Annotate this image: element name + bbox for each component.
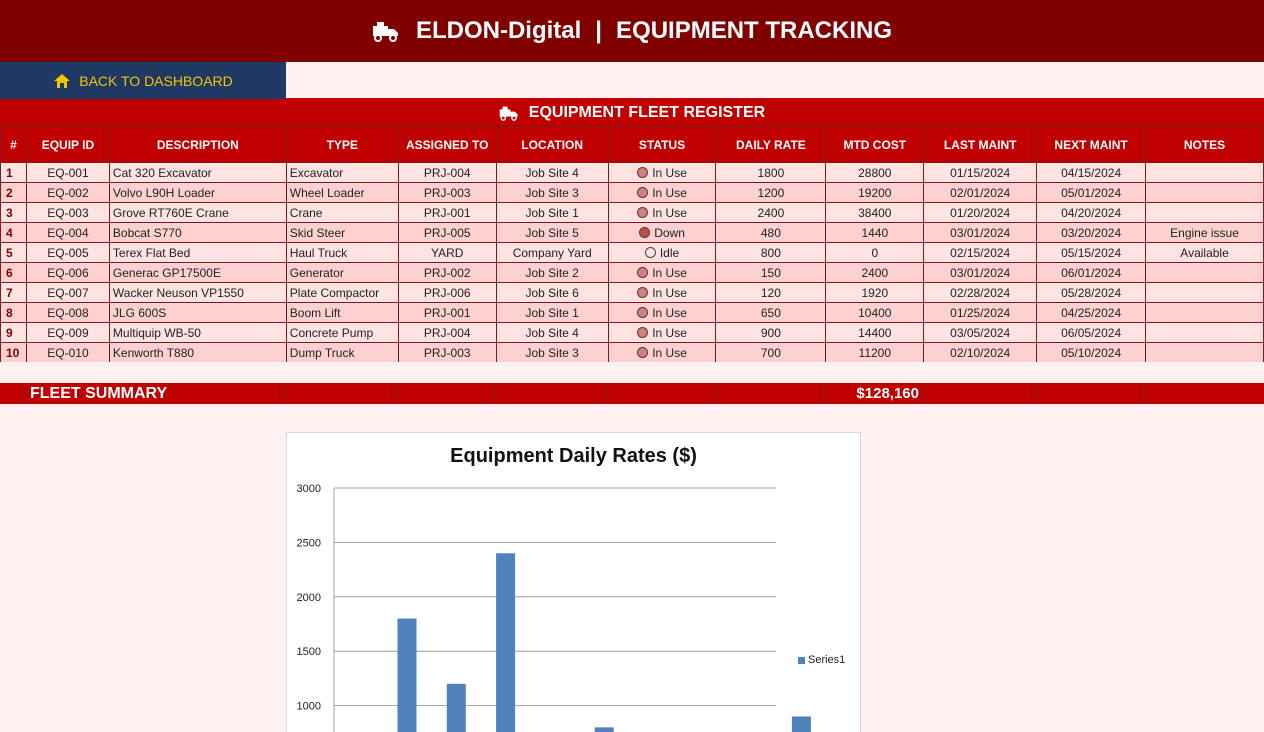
cell-assigned[interactable]: PRJ-003 xyxy=(398,183,496,203)
column-header[interactable]: # xyxy=(1,127,27,163)
cell-desc[interactable]: Cat 320 Excavator xyxy=(109,163,286,183)
status-indicator-icon xyxy=(637,167,648,178)
column-header[interactable]: DESCRIPTION xyxy=(109,127,286,163)
cell-mtd[interactable]: 28800 xyxy=(826,163,924,183)
cell-notes[interactable] xyxy=(1146,323,1264,343)
back-to-dashboard-label: BACK TO DASHBOARD xyxy=(79,72,233,89)
cell-n[interactable]: 3 xyxy=(1,203,27,223)
cell-notes[interactable] xyxy=(1146,263,1264,283)
cell-type[interactable]: Excavator xyxy=(286,163,398,183)
cell-status[interactable] xyxy=(608,163,716,183)
cell-status[interactable] xyxy=(608,343,716,363)
cell-id[interactable]: EQ-006 xyxy=(26,263,109,283)
cell-assigned[interactable]: PRJ-002 xyxy=(398,263,496,283)
summary-cell[interactable] xyxy=(924,383,1037,404)
cell-id[interactable]: EQ-004 xyxy=(26,223,109,243)
summary-cell[interactable] xyxy=(0,383,26,404)
cell-status[interactable] xyxy=(608,243,716,263)
cell-notes[interactable] xyxy=(1146,303,1264,323)
cell-type[interactable]: Generator xyxy=(286,263,398,283)
cell-status[interactable] xyxy=(608,323,716,343)
cell-mtd[interactable]: 19200 xyxy=(826,183,924,203)
cell-rate[interactable]: 650 xyxy=(716,303,826,323)
column-header[interactable]: NEXT MAINT xyxy=(1037,127,1146,163)
cell-mtd[interactable]: 2400 xyxy=(826,263,924,283)
status-indicator-icon xyxy=(637,327,648,338)
cell-next[interactable]: 04/25/2024 xyxy=(1037,303,1146,323)
status-indicator-icon xyxy=(637,287,648,298)
home-icon xyxy=(53,73,71,89)
cell-next[interactable]: 05/01/2024 xyxy=(1037,183,1146,203)
status-text: Down xyxy=(654,225,685,240)
spacer-row xyxy=(0,362,1264,383)
table-header-row xyxy=(1,127,1264,163)
cell-desc[interactable]: Kenworth T880 xyxy=(109,343,286,363)
status-indicator-icon xyxy=(637,267,648,278)
status-indicator-icon xyxy=(637,207,648,218)
column-header[interactable]: TYPE xyxy=(286,127,398,163)
cell-desc[interactable]: Generac GP17500E xyxy=(109,263,286,283)
column-header[interactable]: DAILY RATE xyxy=(716,127,826,163)
cell-rate[interactable]: 1800 xyxy=(716,163,826,183)
cell-mtd[interactable]: 10400 xyxy=(826,303,924,323)
cell-type[interactable]: Haul Truck xyxy=(286,243,398,263)
cell-status[interactable] xyxy=(608,303,716,323)
cell-id[interactable]: EQ-001 xyxy=(26,163,109,183)
status-indicator-icon xyxy=(637,187,648,198)
bar-EQ-009[interactable] xyxy=(792,716,811,732)
cell-type[interactable]: Crane xyxy=(286,203,398,223)
cell-n[interactable]: 6 xyxy=(1,263,27,283)
status-text: In Use xyxy=(652,185,687,200)
table-row xyxy=(1,283,1264,303)
cell-last[interactable]: 03/01/2024 xyxy=(924,223,1037,243)
cell-notes[interactable]: Engine issue xyxy=(1146,223,1264,243)
y-tick-label: 1000 xyxy=(296,700,321,713)
cell-status[interactable] xyxy=(608,223,716,243)
status-text: In Use xyxy=(652,325,687,340)
table-row xyxy=(1,223,1264,243)
cell-last[interactable]: 02/28/2024 xyxy=(924,283,1037,303)
cell-id[interactable]: EQ-005 xyxy=(26,243,109,263)
y-tick-label: 3000 xyxy=(296,483,321,495)
cell-n[interactable]: 2 xyxy=(1,183,27,203)
cell-n[interactable]: 1 xyxy=(1,163,27,183)
cell-n[interactable]: 10 xyxy=(1,343,27,363)
cell-next[interactable]: 04/15/2024 xyxy=(1037,163,1146,183)
cell-notes[interactable] xyxy=(1146,343,1264,363)
summary-cell[interactable] xyxy=(716,383,826,404)
cell-assigned[interactable]: PRJ-001 xyxy=(398,203,496,223)
cell-n[interactable]: 9 xyxy=(1,323,27,343)
cell-location[interactable]: Job Site 4 xyxy=(496,323,608,343)
cell-last[interactable]: 03/05/2024 xyxy=(924,323,1037,343)
cell-id[interactable]: EQ-003 xyxy=(26,203,109,223)
register-title-band xyxy=(0,99,1264,126)
bar-EQ-003[interactable] xyxy=(496,553,515,732)
cell-next[interactable]: 06/01/2024 xyxy=(1037,263,1146,283)
chart-legend xyxy=(798,654,845,666)
cell-n[interactable]: 7 xyxy=(1,283,27,303)
chart-title: Equipment Daily Rates ($) xyxy=(450,445,697,467)
cell-location[interactable]: Job Site 6 xyxy=(496,283,608,303)
status-indicator-icon xyxy=(637,347,648,358)
cell-next[interactable]: 05/10/2024 xyxy=(1037,343,1146,363)
cell-status[interactable] xyxy=(608,263,716,283)
status-indicator-icon xyxy=(639,227,650,238)
cell-location[interactable]: Company Yard xyxy=(496,243,608,263)
summary-cell[interactable] xyxy=(398,383,496,404)
cell-rate[interactable]: 1200 xyxy=(716,183,826,203)
cell-rate[interactable]: 120 xyxy=(716,283,826,303)
summary-cell[interactable] xyxy=(286,383,398,404)
column-header[interactable]: MTD COST xyxy=(826,127,924,163)
header-blank-area xyxy=(286,62,1264,99)
cell-rate[interactable]: 480 xyxy=(716,223,826,243)
status-text: In Use xyxy=(652,165,687,180)
brand-name: ELDON-Digital xyxy=(415,17,582,44)
status-indicator-icon xyxy=(645,247,656,258)
cell-next[interactable]: 05/15/2024 xyxy=(1037,243,1146,263)
column-header[interactable]: EQUIP ID xyxy=(26,127,109,163)
cell-last[interactable]: 02/10/2024 xyxy=(924,343,1037,363)
cell-last[interactable]: 02/15/2024 xyxy=(924,243,1037,263)
cell-notes[interactable] xyxy=(1146,163,1264,183)
summary-cell[interactable] xyxy=(496,383,608,404)
bar-EQ-002[interactable] xyxy=(447,684,466,732)
cell-location[interactable]: Job Site 3 xyxy=(496,343,608,363)
cell-rate[interactable]: 700 xyxy=(716,343,826,363)
cell-location[interactable]: Job Site 3 xyxy=(496,183,608,203)
cell-mtd[interactable]: 14400 xyxy=(826,323,924,343)
bar-EQ-005[interactable] xyxy=(595,727,614,732)
cell-rate[interactable]: 900 xyxy=(716,323,826,343)
fleet-total-cost[interactable]: $128,160 xyxy=(826,383,924,404)
cell-id[interactable]: EQ-010 xyxy=(26,343,109,363)
status-indicator-icon xyxy=(637,307,648,318)
table-row xyxy=(1,263,1264,283)
status-text: In Use xyxy=(652,345,687,360)
cell-next[interactable]: 06/05/2024 xyxy=(1037,323,1146,343)
cell-assigned[interactable]: PRJ-003 xyxy=(398,343,496,363)
cell-desc[interactable]: Wacker Neuson VP1550 xyxy=(109,283,286,303)
cell-notes[interactable] xyxy=(1146,203,1264,223)
column-header[interactable]: STATUS xyxy=(608,127,716,163)
cell-mtd[interactable]: 1920 xyxy=(826,283,924,303)
cell-rate[interactable]: 2400 xyxy=(716,203,826,223)
status-text: In Use xyxy=(652,265,687,280)
cell-assigned[interactable]: PRJ-004 xyxy=(398,163,496,183)
fleet-summary-label[interactable]: FLEET SUMMARY xyxy=(26,383,286,404)
cell-mtd[interactable]: 1440 xyxy=(826,223,924,243)
cell-mtd[interactable]: 11200 xyxy=(826,343,924,363)
cell-status[interactable] xyxy=(608,203,716,223)
cell-mtd[interactable]: 0 xyxy=(826,243,924,263)
back-to-dashboard-button[interactable] xyxy=(0,62,286,99)
app-title-bar xyxy=(0,0,1264,62)
cell-desc[interactable]: Terex Flat Bed xyxy=(109,243,286,263)
register-title: EQUIPMENT FLEET REGISTER xyxy=(528,103,766,121)
cell-type[interactable]: Dump Truck xyxy=(286,343,398,363)
y-tick-label: 2500 xyxy=(296,537,321,550)
truck-icon xyxy=(499,105,519,121)
cell-location[interactable]: Job Site 1 xyxy=(496,303,608,323)
cell-id[interactable]: EQ-009 xyxy=(26,323,109,343)
cell-location[interactable]: Job Site 1 xyxy=(496,203,608,223)
y-tick-label: 2000 xyxy=(296,591,321,604)
cell-location[interactable]: Job Site 2 xyxy=(496,263,608,283)
column-header[interactable]: LOCATION xyxy=(496,127,608,163)
cell-assigned[interactable]: PRJ-005 xyxy=(398,223,496,243)
cell-status[interactable] xyxy=(608,183,716,203)
cell-type[interactable]: Skid Steer xyxy=(286,223,398,243)
legend-label: Series1 xyxy=(808,654,846,666)
cell-mtd[interactable]: 38400 xyxy=(826,203,924,223)
cell-id[interactable]: EQ-008 xyxy=(26,303,109,323)
cell-location[interactable]: Job Site 5 xyxy=(496,223,608,243)
column-header[interactable]: NOTES xyxy=(1146,127,1264,163)
table-row xyxy=(1,303,1264,323)
bar-EQ-001[interactable] xyxy=(398,619,417,732)
truck-icon xyxy=(372,20,400,42)
cell-id[interactable]: EQ-002 xyxy=(26,183,109,203)
table-row xyxy=(1,203,1264,223)
cell-n[interactable]: 8 xyxy=(1,303,27,323)
cell-desc[interactable]: Multiquip WB-50 xyxy=(109,323,286,343)
cell-status[interactable] xyxy=(608,283,716,303)
column-header[interactable]: LAST MAINT xyxy=(924,127,1037,163)
cell-assigned[interactable]: PRJ-001 xyxy=(398,303,496,323)
cell-assigned[interactable]: PRJ-006 xyxy=(398,283,496,303)
page-title: EQUIPMENT TRACKING xyxy=(616,17,893,44)
cell-location[interactable]: Job Site 4 xyxy=(496,163,608,183)
cell-desc[interactable]: Volvo L90H Loader xyxy=(109,183,286,203)
cell-type[interactable]: Concrete Pump xyxy=(286,323,398,343)
column-header[interactable]: ASSIGNED TO xyxy=(398,127,496,163)
cell-assigned[interactable]: YARD xyxy=(398,243,496,263)
cell-n[interactable]: 5 xyxy=(1,243,27,263)
table-row xyxy=(1,163,1264,183)
cell-desc[interactable]: Grove RT760E Crane xyxy=(109,203,286,223)
cell-last[interactable]: 01/20/2024 xyxy=(924,203,1037,223)
summary-cell[interactable] xyxy=(1037,383,1146,404)
cell-assigned[interactable]: PRJ-004 xyxy=(398,323,496,343)
chart-plot xyxy=(287,433,862,732)
cell-rate[interactable]: 150 xyxy=(716,263,826,283)
cell-next[interactable]: 05/28/2024 xyxy=(1037,283,1146,303)
cell-desc[interactable]: JLG 600S xyxy=(109,303,286,323)
cell-type[interactable]: Plate Compactor xyxy=(286,283,398,303)
status-text: In Use xyxy=(652,285,687,300)
cell-type[interactable]: Wheel Loader xyxy=(286,183,398,203)
cell-desc[interactable]: Bobcat S770 xyxy=(109,223,286,243)
table-row xyxy=(1,343,1264,363)
legend-swatch xyxy=(798,657,805,664)
cell-notes[interactable] xyxy=(1146,283,1264,303)
cell-notes[interactable] xyxy=(1146,183,1264,203)
cell-notes[interactable]: Available xyxy=(1146,243,1264,263)
title-separator: | xyxy=(595,17,603,44)
cell-last[interactable]: 01/15/2024 xyxy=(924,163,1037,183)
status-text: Idle xyxy=(659,245,680,260)
cell-type[interactable]: Boom Lift xyxy=(286,303,398,323)
status-text: In Use xyxy=(652,305,687,320)
table-row xyxy=(1,243,1264,263)
table-row xyxy=(1,183,1264,203)
status-text: In Use xyxy=(652,205,687,220)
cell-next[interactable]: 04/20/2024 xyxy=(1037,203,1146,223)
cell-id[interactable]: EQ-007 xyxy=(26,283,109,303)
cell-last[interactable]: 03/01/2024 xyxy=(924,263,1037,283)
cell-rate[interactable]: 800 xyxy=(716,243,826,263)
cell-last[interactable]: 01/25/2024 xyxy=(924,303,1037,323)
y-tick-label: 1500 xyxy=(296,646,321,659)
fleet-summary-row xyxy=(0,383,1264,404)
cell-n[interactable]: 4 xyxy=(1,223,27,243)
table-row xyxy=(1,323,1264,343)
daily-rates-chart[interactable] xyxy=(286,432,861,732)
equipment-table xyxy=(0,126,1264,363)
summary-cell[interactable] xyxy=(608,383,716,404)
summary-cell[interactable] xyxy=(1146,383,1264,404)
cell-next[interactable]: 03/20/2024 xyxy=(1037,223,1146,243)
cell-last[interactable]: 02/01/2024 xyxy=(924,183,1037,203)
